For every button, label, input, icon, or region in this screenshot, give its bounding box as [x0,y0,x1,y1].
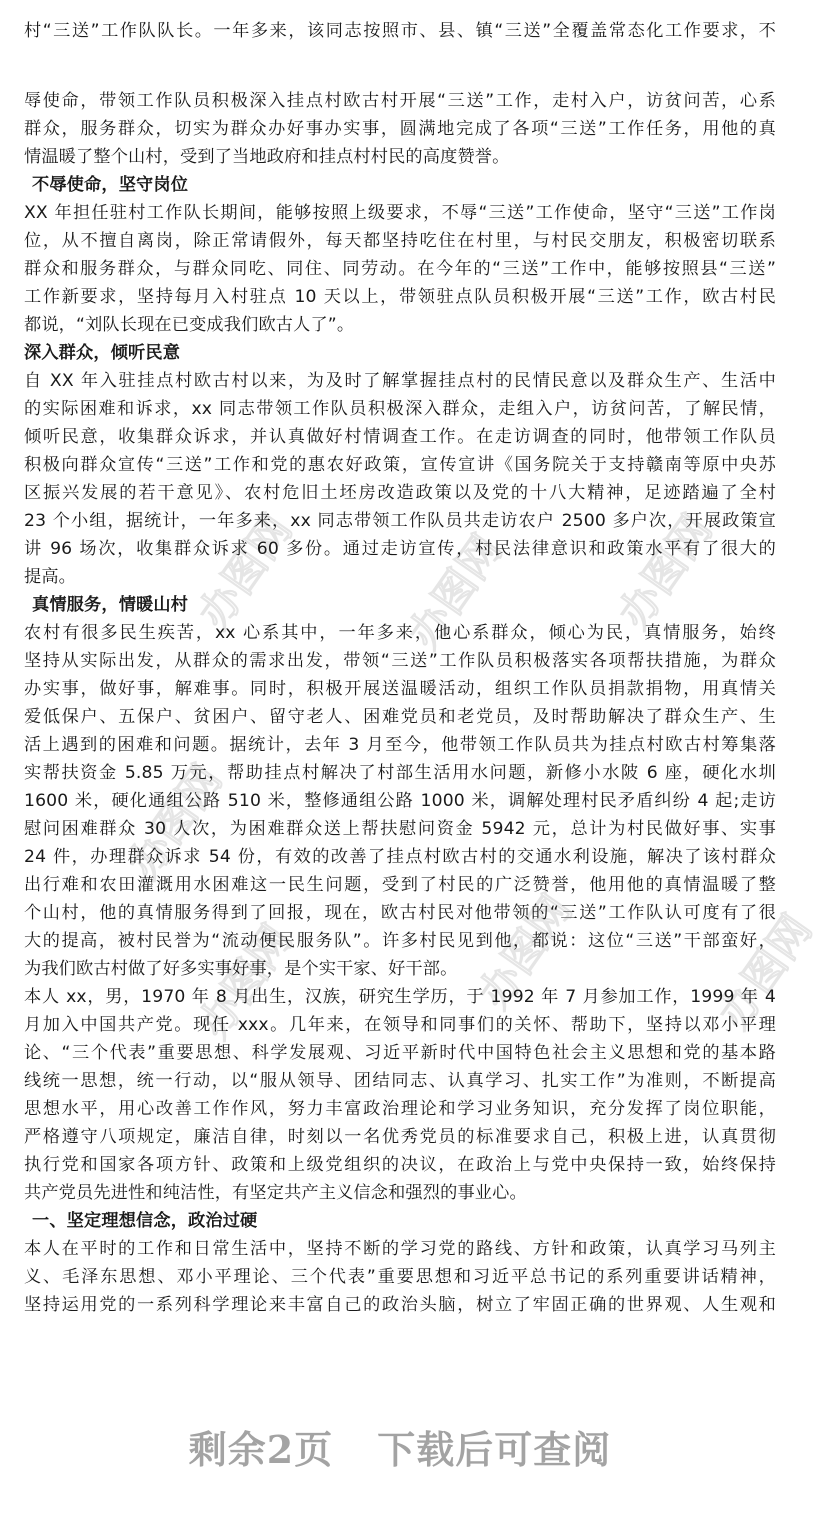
watermark: 办图网 [608,505,722,638]
doc-line: 义、毛泽东思想、邓小平理论、三个代表”重要思想和习近平总书记的系列重要讲话精神， [24,1267,776,1287]
watermark: 办图网 [188,505,302,638]
section-heading: 一、坚定理想信念，政治过硬 [32,1211,258,1231]
doc-line: 1600 米，硬化通组公路 510 米，整修通组公路 1000 米，调解处理村民矛盾纠纷 4 起;走访 [24,791,776,811]
doc-line: 自 XX 年入驻挂点村欧古村以来，为及时了解掌握挂点村的民情民意以及群众生产、生活中 [24,371,776,391]
doc-line: 村“三送”工作队队长。一年多来，该同志按照市、县、镇“三送”全覆盖常态化工作要求，不 [24,21,776,41]
download-to-read-text: 下载后可查阅 [377,1427,612,1472]
watermark: 办图网 [188,915,302,1048]
remaining-pages-banner[interactable] [0,1420,800,1480]
doc-line: 出行难和农田灌溉用水困难这一民生问题，受到了村民的广泛赞誉，他用他的真情温暖了整 [24,875,776,895]
doc-line: 论、“三个代表”重要思想、科学发展观、习近平新时代中国特色社会主义思想和党的基本路 [24,1043,776,1063]
doc-line: 辱使命，带领工作队员积极深入挂点村欧古村开展“三送”工作，走村入户，访贫问苦，心系 [24,91,776,111]
cutoff-line [24,0,776,14]
watermark: 办图网 [708,905,822,1038]
doc-line: 严格遵守八项规定，廉洁自律，时刻以一名优秀党员的标准要求自己，积极上进，认真贯彻 [24,1127,776,1147]
section-heading: 真情服务，情暖山村 [32,595,189,615]
doc-line: 坚持从实际出发，从群众的需求出发，带领“三送”工作队员积极落实各项帮扶措施，为群众 [24,651,776,671]
doc-line: 倾听民意，收集群众诉求，并认真做好村情调查工作。在走访调查的同时，他带领工作队员 [24,427,776,447]
doc-line: 群众和服务群众，与群众同吃、同住、同劳动。在今年的“三送”工作中，能够按照县“三送” [24,259,776,279]
doc-line: 实帮扶资金 5.85 万元，帮助挂点村解决了村部生活用水问题，新修小水陂 6 座，硬化水圳 [24,763,776,783]
doc-line: 月加入中国共产党。现任 xxx。几年来，在领导和同事们的关怀、帮助下，坚持以邓小平理 [24,1015,776,1035]
section-heading: 不辱使命，坚守岗位 [32,175,189,195]
doc-line: 办实事，做好事，解难事。同时，积极开展送温暖活动，组织工作队员捐款捐物，用真情关 [24,679,776,699]
doc-line: 爱低保户、五保户、贫困户、留守老人、困难党员和老党员，及时帮助解决了群众生产、生 [24,707,776,727]
doc-line: 群众，服务群众，切实为群众办好事办实事，圆满地完成了各项“三送”工作任务，用他的真 [24,119,776,139]
doc-line: 本人在平时的工作和日常生活中，坚持不断的学习党的路线、方针和政策，认真学习马列主 [24,1239,776,1259]
doc-line: 情温暖了整个山村，受到了当地政府和挂点村村民的高度赞誉。 [24,147,510,167]
doc-line: 24 件，办理群众诉求 54 份，有效的改善了挂点村欧古村的交通水利设施，解决了该村群众 [24,847,776,867]
watermark: 办图网 [398,525,512,658]
doc-line: XX 年担任驻村工作队长期间，能够按照上级要求，不辱“三送”工作使命，坚守“三送”工作岗 [24,203,776,223]
doc-line: 区振兴发展的若干意见》、农村危旧土坯房改造政策以及党的十八大精神，足迹踏遍了全村 [24,483,776,503]
doc-line: 的实际困难和诉求，xx 同志带领工作队员积极深入群众，走组入户，访贫问苦，了解民情， [24,399,776,419]
doc-line: 工作新要求，坚持每月入村驻点 10 天以上，带领驻点队员积极开展“三送”工作，欧古村民 [24,287,776,307]
doc-line: 农村有很多民生疾苦，xx 心系其中，一年多来，他心系群众，倾心为民，真情服务，始终 [24,623,776,643]
doc-line: 本人 xx，男，1970 年 8 月出生，汉族，研究生学历，于 1992 年 7 月参加工作，1999 年 4 [24,987,776,1007]
watermark: 办图网 [468,885,582,1018]
section-heading: 深入群众，倾听民意 [24,343,181,363]
doc-line: 位，从不擅自离岗，除正常请假外，每天都坚持吃住在村里，与村民交朋友，积极密切联系 [24,231,776,251]
doc-line: 大的提高，被村民誉为“流动便民服务队”。许多村民见到他，都说：这位“三送”干部蛮好， [24,931,776,951]
doc-line: 思想水平，用心改善工作作风，努力丰富政治理论和学习业务知识，充分发挥了岗位职能， [24,1099,776,1119]
doc-line: 线统一思想，统一行动，以“服从领导、团结同志、认真学习、扎实工作”为准则，不断提高 [24,1071,776,1091]
doc-line: 提高。 [24,567,77,587]
doc-line: 都说，“刘队长现在已变成我们欧古人了”。 [24,315,355,335]
doc-line: 为我们欧古村做了好多实事好事，是个实干家、好干部。 [24,959,458,979]
doc-line: 积极向群众宣传“三送”工作和党的惠农好政策，宣传宣讲《国务院关于支持赣南等原中央苏 [24,455,776,475]
doc-line: 坚持运用党的一系列科学理论来丰富自己的政治头脑，树立了牢固正确的世界观、人生观和 [24,1295,776,1315]
doc-line: 23 个小组，据统计，一年多来，xx 同志带领工作队员共走访农户 2500 多户次，开展政策宣 [24,511,776,531]
remaining-pages-text: 剩余2页 [188,1427,334,1472]
doc-line: 共产党员先进性和纯洁性，有坚定共产主义信念和强烈的事业心。 [24,1183,527,1203]
watermark: 办图网 [118,755,232,888]
doc-line: 讲 96 场次，收集群众诉求 60 多份。通过走访宣传，村民法律意识和政策水平有了很大的 [24,539,776,559]
doc-line: 活上遇到的困难和问题。据统计，去年 3 月至今，他带领工作队员共为挂点村欧古村筹集落 [24,735,776,755]
doc-line: 慰问困难群众 30 人次，为困难群众送上帮扶慰问资金 5942 元，总计为村民做好事、实事 [24,819,776,839]
doc-line: 执行党和国家各项方针、政策和上级党组织的决议，在政治上与党中央保持一致，始终保持 [24,1155,776,1175]
doc-line: 个山村，他的真情服务得到了回报，现在，欧古村民对他带领的“三送”工作队认可度有了很 [24,903,776,923]
